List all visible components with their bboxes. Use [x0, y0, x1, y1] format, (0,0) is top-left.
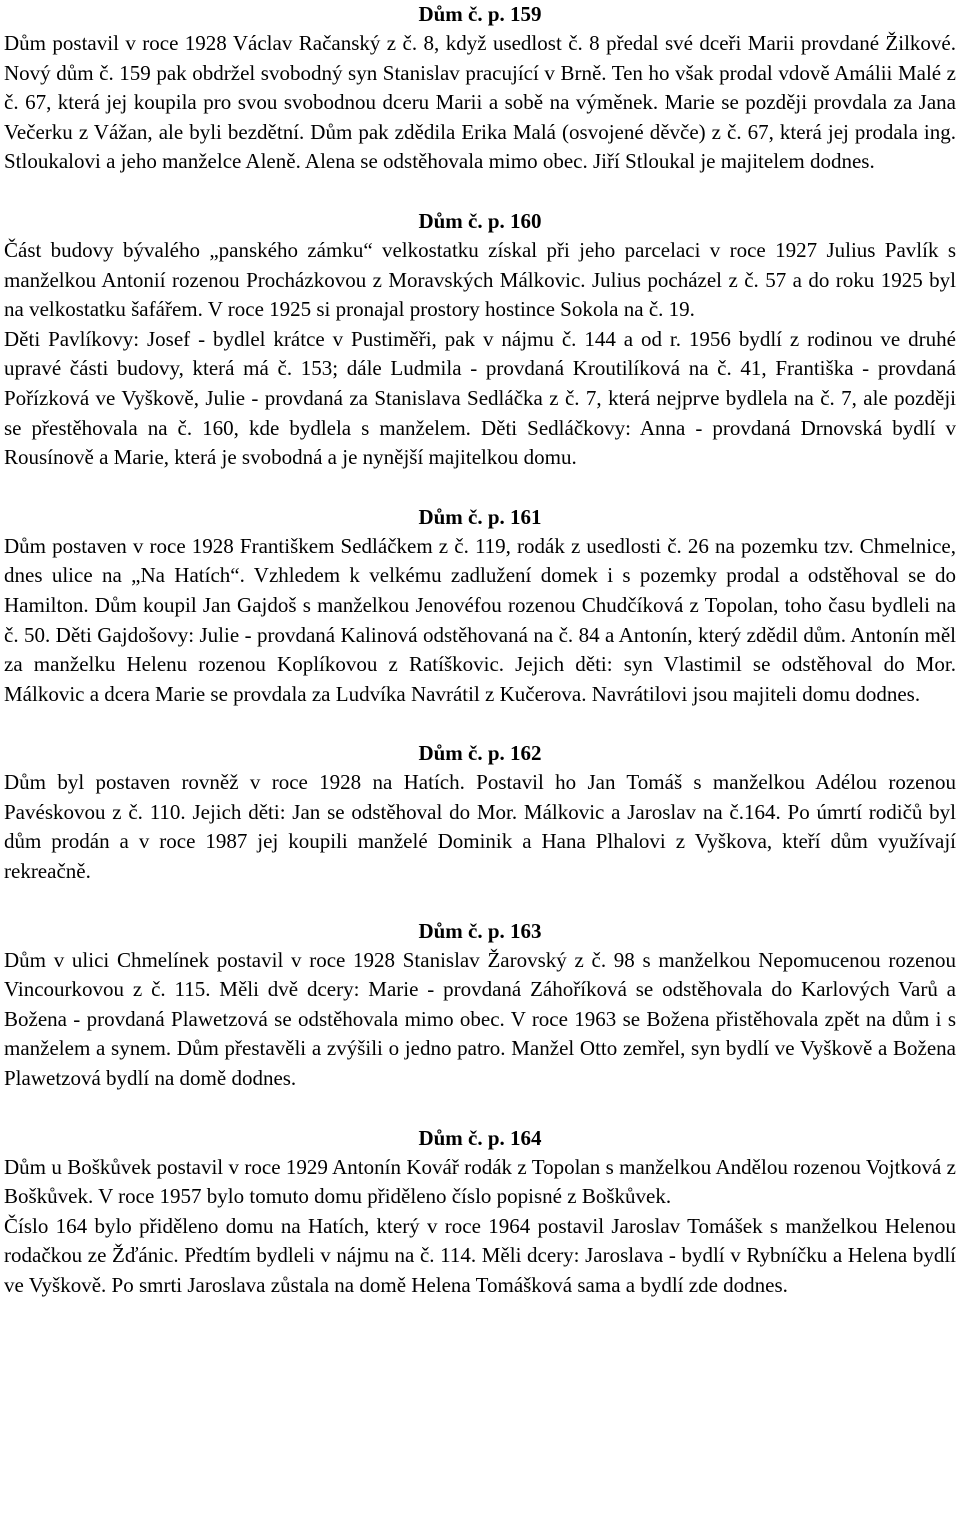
section-gap [4, 709, 956, 739]
section-gap [4, 473, 956, 503]
section-heading: Dům č. p. 160 [418, 208, 542, 233]
section-164 [4, 1124, 956, 1301]
section-heading: Dům č. p. 163 [418, 918, 542, 943]
section-heading: Dům č. p. 164 [418, 1125, 542, 1150]
section-heading: Dům č. p. 159 [418, 2, 542, 26]
section-gap [4, 1094, 956, 1124]
section-heading: Dům č. p. 161 [418, 504, 542, 529]
section-heading: Dům č. p. 162 [418, 741, 542, 766]
section-paragraph: Dům u Boškůvek postavil v roce 1929 Antonín Kovář rodák z Topolan s manželkou Andělou rozenou Vojtková z Boškůvek. V roce 1957 bylo tomuto domu přiděleno číslo popisné z Boškůvek. [4, 1154, 956, 1209]
section-160 [4, 207, 956, 473]
section-163 [4, 917, 956, 1094]
section-paragraph: Dům v ulici Chmelínek postavil v roce 1928 Stanislav Žarovský z č. 98 s manželkou Nepomucenou rozenou Vincourkovou z č. 115. Měli dvě dcery: Marie - provdaná Záhoříková se odstěhovala do Karlových Varů a Božena - provdaná Plawetzová se odstěhovala mimo obec. V roce 1963 se Božena přistěhovala zpět na dům i s manželem a synem. Dům přestavěli a zvýšili o jedno patro. Manžel Otto zemřel, syn bydlí ve Vyškově a Božena Plawetzová bydlí na domě dodnes. [4, 947, 956, 1091]
section-paragraph: Dům byl postaven rovněž v roce 1928 na Hatích. Postavil ho Jan Tomáš s manželkou Adélou rozenou Pavéskovou z č. 110. Jejich děti: Jan se odstěhoval do Mor. Málkovic a Jaroslav na č.164. Po úmrtí rodičů byl dům prodán a v roce 1987 jej koupili manželé Dominik a Hana Plhalovi z Vyškova, kteří dům využívají rekreačně. [4, 770, 956, 884]
section-161 [4, 503, 956, 710]
section-paragraph: Dům postavil v roce 1928 Václav Račanský z č. 8, když usedlost č. 8 předal své dceři Marii provdané Žilkové. Nový dům č. 159 pak obdržel svobodný syn Stanislav pracující v Brně. Ten ho však prodal vdově Amálii Malé z č. 67, která jej koupila pro svou svobodnou dceru Marii a sobě na výměnek. Marie se později provdala za Jana Večerku z Vážan, ale byli bezdětní. Dům pak zdědila Erika Malá (osvojené děvče) z č. 67, která jej prodala ing. Stloukalovi a jeho manželce Aleně. Alena se odstěhovala mimo obec. Jiří Stloukal je majitelem dodnes. [4, 31, 956, 174]
section-paragraph: Číslo 164 bylo přiděleno domu na Hatích, který v roce 1964 postavil Jaroslav Tomášek s manželkou Helenou rodačkou ze Žďánic. Předtím bydleli v nájmu na č. 114. Měli dcery: Jaroslava - bydlí v Rybníčku a Helena bydlí ve Vyškově. Po smrti Jaroslava zůstala na domě Helena Tomášková sama a bydlí zde dodnes. [4, 1213, 956, 1297]
section-paragraph: Dům postaven v roce 1928 Františkem Sedláčkem z č. 119, rodák z usedlosti č. 26 na pozemku tzv. Chmelnice, dnes ulice na „Na Hatích“. Vzhledem k velkému zadlužení domek i s pozemky prodal a odstěhoval se do Hamilton. Dům koupil Jan Gajdoš s manželkou Jenovéfou rozenou Chudčíková z Topolan, toho času bydleli na č. 50. Děti Gajdošovy: Julie - provdaná Kalinová odstěhovaná na č. 84 a Antonín, který zdědil dům. Antonín měl za manželku Helenu rozenou Koplíkovou z Ratíškovic. Jejich děti: syn Vlastimil se odstěhoval do Mor. Málkovic a dcera Marie se provdala za Ludvíka Navrátil z Kučerova. Navrátilovi jsou majiteli domu dodnes. [4, 533, 956, 706]
section-159 [4, 0, 956, 177]
section-gap [4, 177, 956, 207]
section-gap [4, 887, 956, 917]
section-paragraph: Část budovy bývalého „panského zámku“ velkostatku získal při jeho parcelaci v roce 1927 Julius Pavlík s manželkou Antonií rozenou Procházkovou z Moravských Málkovic. Julius pocházel z č. 57 a do roku 1925 byl na velkostatku šafářem. V roce 1925 si pronajal prostory hostince Sokola na č. 19. [4, 237, 956, 322]
section-paragraph: Děti Pavlíkovy: Josef - bydlel krátce v Pustiměři, pak v nájmu č. 144 a od r. 1956 bydlí z rodinou ve druhé upravé části budovy, která má č. 153; dále Ludmila - provdaná Kroutilíková na č. 41, Františka - provdaná Pořízková ve Vyškově, Julie - provdaná za Stanislava Sedláčka z č. 7, která nejprve bydlela na č. 7, ale později se přestěhovala na č. 160, kde bydlela s manželem. Děti Sedláčkovy: Anna - provdaná Drnovská bydlí v Rousínově a Marie, která je svobodná a je nynější majitelkou domu. [4, 326, 956, 470]
section-162 [4, 739, 956, 886]
